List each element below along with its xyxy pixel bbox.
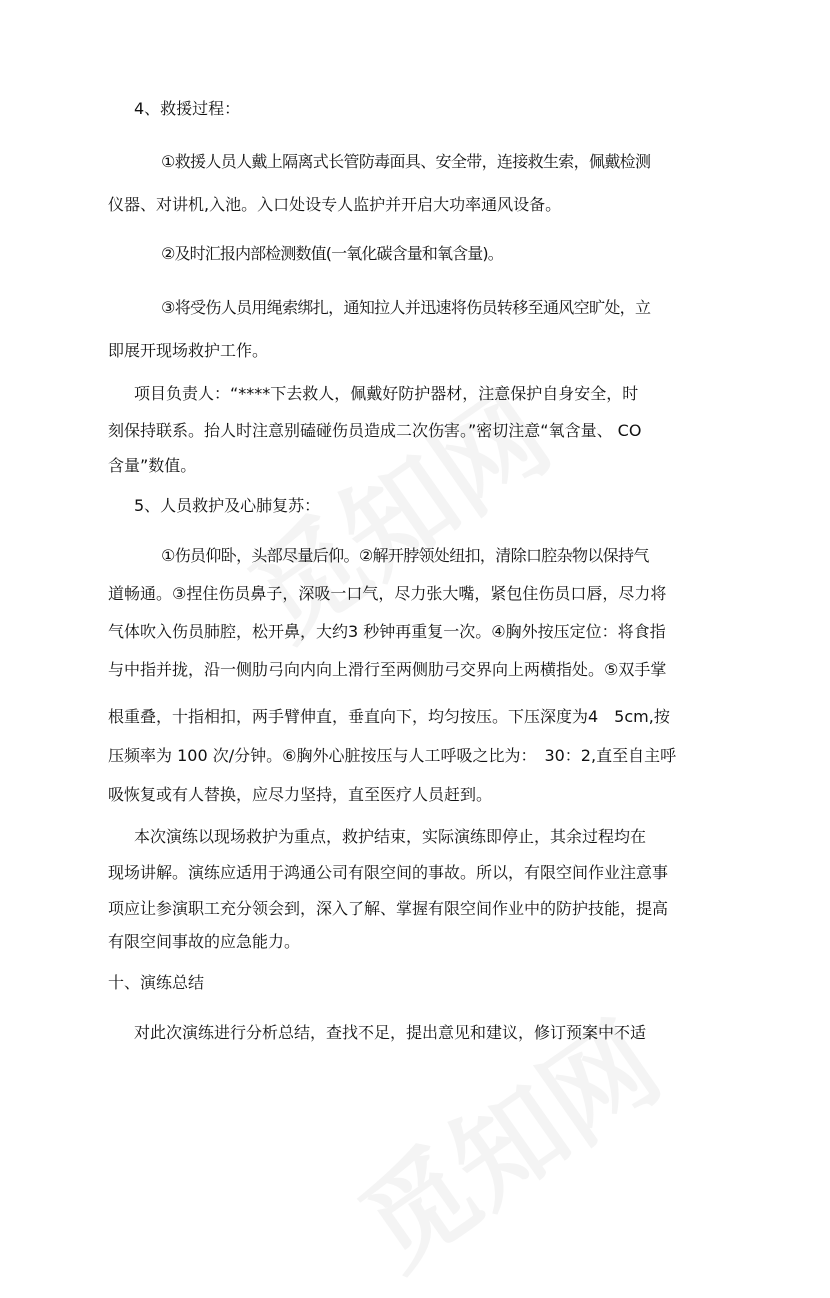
- paragraph-line: 与中指并拢，沿一侧肋弓向内向上滑行至两侧肋弓交界向上两横指处。⑤双手掌: [108, 660, 667, 679]
- paragraph-line: 刻保持联系。抬人时注意别磕碰伤员造成二次伤害。”密切注意“氧含量、 CO: [108, 421, 642, 440]
- paragraph-line: 现场讲解。演练应适用于鸿通公司有限空间的事故。所以，有限空间作业注意事: [108, 863, 669, 882]
- paragraph-line: ①救援人员人戴上隔离式长管防毒面具、安全带，连接救生索，佩戴检测: [161, 152, 651, 171]
- paragraph-line: 含量”数值。: [108, 456, 197, 475]
- paragraph-line: ②及时汇报内部检测数值(一氧化碳含量和氧含量)。: [161, 244, 503, 263]
- paragraph-line: 项目负责人：“****下去救人，佩戴好防护器材，注意保护自身安全，时: [134, 384, 639, 403]
- paragraph-line: 对此次演练进行分析总结，查找不足，提出意见和建议，修订预案中不适: [134, 1023, 647, 1042]
- heading-rescue-process: 4、救援过程：: [134, 99, 241, 118]
- paragraph-line: 即展开现场救护工作。: [108, 341, 269, 360]
- paragraph-line: 项应让参演职工充分领会到，深入了解、掌握有限空间作业中的防护技能，提高: [108, 899, 669, 918]
- paragraph-line: 气体吹入伤员肺腔，松开鼻，大约3 秒钟再重复一次。④胸外按压定位：将食指: [108, 622, 666, 641]
- paragraph-line: 根重叠，十指相扣，两手臂伸直，垂直向下，均匀按压。下压深度为4 5cm,按: [108, 707, 670, 726]
- paragraph-line: 道畅通。③捏住伤员鼻子，深吸一口气，尽力张大嘴，紧包住伤员口唇，尽力将: [108, 584, 667, 603]
- paragraph-line: ①伤员仰卧，头部尽量后仰。②解开脖领处纽扣，清除口腔杂物以保持气: [161, 546, 649, 565]
- paragraph-line: 本次演练以现场救护为重点，救护结束，实际演练即停止，其余过程均在: [134, 827, 647, 846]
- paragraph-line: 压频率为 100 次/分钟。⑥胸外心脏按压与人工呼吸之比为： 30：2,直至自主呼: [108, 746, 677, 765]
- heading-cpr: 5、人员救护及心肺复苏：: [134, 496, 321, 515]
- paragraph-line: 仪器、对讲机,入池。入口处设专人监护并开启大功率通风设备。: [108, 195, 562, 214]
- heading-drill-summary: 十、演练总结: [108, 973, 205, 992]
- paragraph-line: 吸恢复或有人替换，应尽力坚持，直至医疗人员赶到。: [108, 785, 493, 804]
- paragraph-line: 有限空间事故的应急能力。: [108, 932, 301, 951]
- paragraph-line: ③将受伤人员用绳索绑扎，通知拉人并迅速将伤员转移至通风空旷处，立: [161, 298, 651, 317]
